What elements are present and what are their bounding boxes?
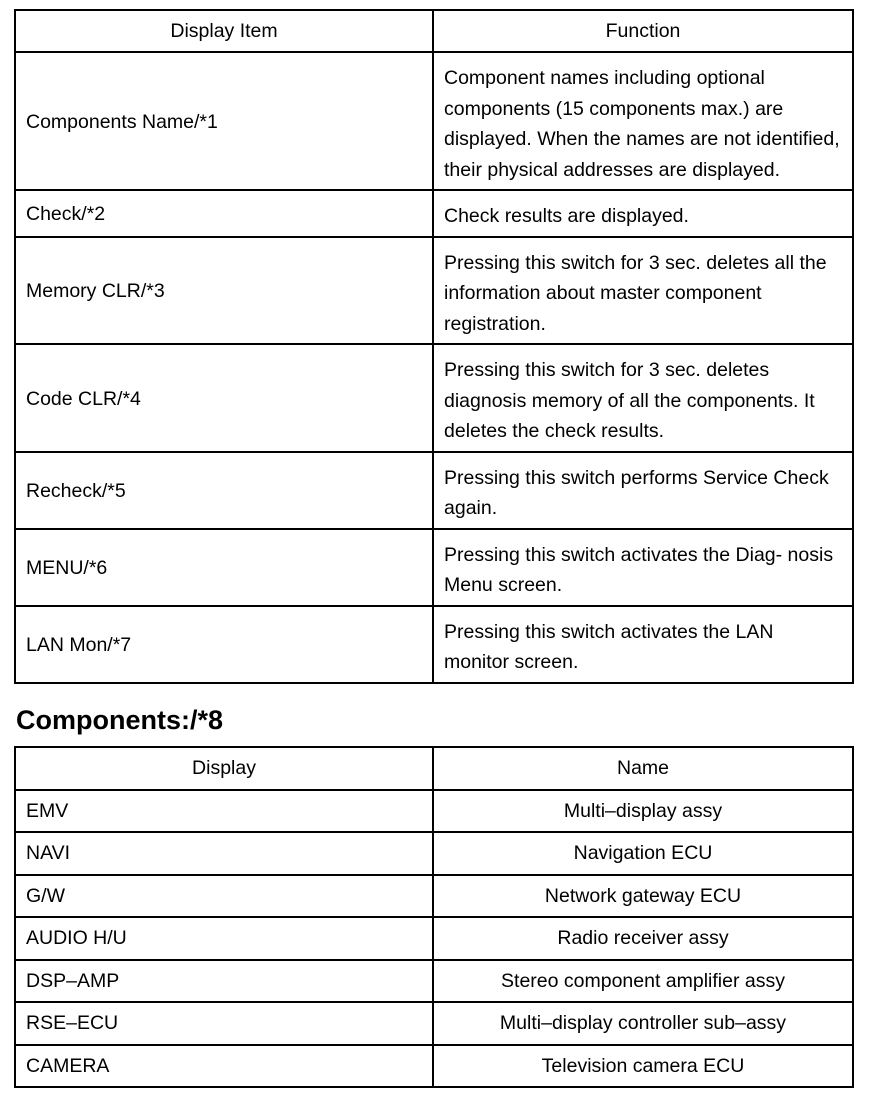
display-item-cell: Recheck/*5 <box>15 452 433 529</box>
name-cell: Multi–display controller sub–assy <box>433 1002 853 1045</box>
display-cell: NAVI <box>15 832 433 875</box>
components-table <box>14 746 854 1088</box>
function-cell: Pressing this switch performs Service Check again. <box>433 452 853 529</box>
header-display: Display <box>15 747 433 790</box>
table-row <box>15 452 853 529</box>
header-display-item: Display Item <box>15 10 433 52</box>
table-row <box>15 606 853 683</box>
table-row <box>15 1002 853 1045</box>
header-name: Name <box>433 747 853 790</box>
table-row <box>15 237 853 345</box>
table-row <box>15 190 853 237</box>
table-row <box>15 529 853 606</box>
name-cell: Network gateway ECU <box>433 875 853 918</box>
function-cell: Check results are displayed. <box>433 190 853 237</box>
table-row <box>15 1045 853 1088</box>
function-cell: Pressing this switch for 3 sec. deletes diagnosis memory of all the components. It deletes the check results. <box>433 344 853 452</box>
display-cell: RSE–ECU <box>15 1002 433 1045</box>
display-item-cell: Code CLR/*4 <box>15 344 433 452</box>
table-row <box>15 960 853 1003</box>
table-row <box>15 52 853 190</box>
display-item-table <box>14 9 854 684</box>
table-header-row <box>15 10 853 52</box>
table-row <box>15 790 853 833</box>
name-cell: Radio receiver assy <box>433 917 853 960</box>
name-cell: Navigation ECU <box>433 832 853 875</box>
name-cell: Television camera ECU <box>433 1045 853 1088</box>
display-cell: CAMERA <box>15 1045 433 1088</box>
function-cell: Pressing this switch activates the Diag- nosis Menu screen. <box>433 529 853 606</box>
table-row <box>15 917 853 960</box>
header-function: Function <box>433 10 853 52</box>
function-cell: Component names including optional components (15 components max.) are displayed. When the names are not identified, their physical addresses are displayed. <box>433 52 853 190</box>
display-cell: DSP–AMP <box>15 960 433 1003</box>
display-item-cell: Components Name/*1 <box>15 52 433 190</box>
function-cell: Pressing this switch for 3 sec. deletes all the information about master component registration. <box>433 237 853 345</box>
table-row <box>15 344 853 452</box>
display-item-cell: Check/*2 <box>15 190 433 237</box>
table-header-row <box>15 747 853 790</box>
display-item-cell: Memory CLR/*3 <box>15 237 433 345</box>
display-item-cell: LAN Mon/*7 <box>15 606 433 683</box>
name-cell: Stereo component amplifier assy <box>433 960 853 1003</box>
display-cell: G/W <box>15 875 433 918</box>
display-item-cell: MENU/*6 <box>15 529 433 606</box>
name-cell: Multi–display assy <box>433 790 853 833</box>
display-cell: EMV <box>15 790 433 833</box>
components-heading: Components:/*8 <box>16 705 224 735</box>
table-row <box>15 832 853 875</box>
table-row <box>15 875 853 918</box>
display-cell: AUDIO H/U <box>15 917 433 960</box>
function-cell: Pressing this switch activates the LAN monitor screen. <box>433 606 853 683</box>
